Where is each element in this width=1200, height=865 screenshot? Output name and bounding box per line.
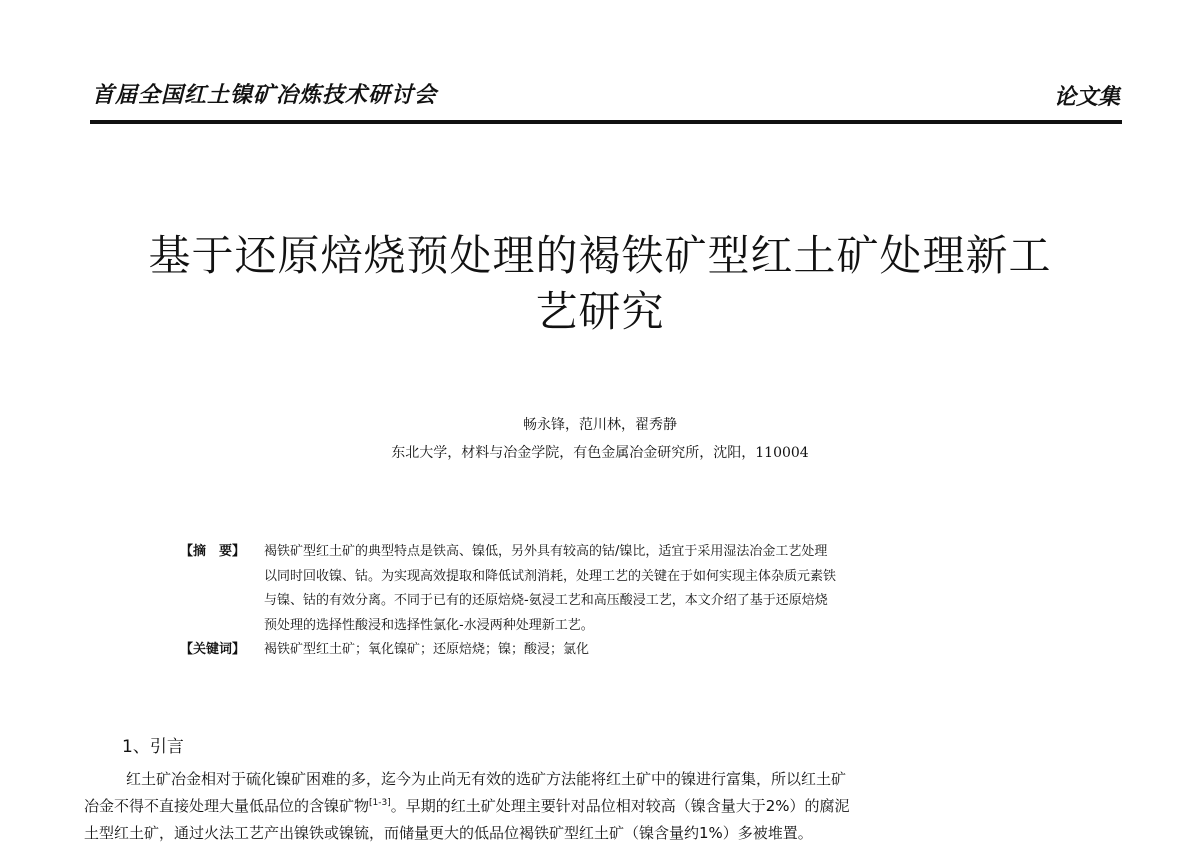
keywords-label: 【关键词】 <box>180 642 246 657</box>
section-heading-introduction: 1、引言 <box>122 737 184 757</box>
collection-label: 论文集 <box>1053 85 1120 110</box>
paper-title-line-1: 基于还原焙烧预处理的褐铁矿型红土矿处理新工 <box>148 231 1052 280</box>
citation-reference: [1-3] <box>369 798 391 808</box>
abstract-first-row <box>180 540 1020 565</box>
body-line <box>84 793 1124 820</box>
abstract-line: 与镍、钴的有效分离。不同于已有的还原焙烧-氨浸工艺和高压酸浸工艺，本文介绍了基于还原焙烧 <box>264 593 828 608</box>
paper-title <box>80 228 1120 340</box>
conference-name: 首届全国红土镍矿冶炼技术研讨会 <box>92 83 438 108</box>
body-line: 土型红土矿，通过火法工艺产出镍铁或镍锍，而储量更大的低品位褐铁矿型红土矿（镍含量约1%）多被堆置。 <box>84 824 813 842</box>
keywords-text: 褐铁矿型红土矿；氧化镍矿；还原焙烧；镍；酸浸；氯化 <box>264 642 590 657</box>
abstract-line: 以同时回收镍、钴。为实现高效提取和降低试剂消耗，处理工艺的关键在于如何实现主体杂质元素铁 <box>264 568 837 584</box>
body-line-text: 冶金不得不直接处理大量低品位的含镍矿物 <box>84 797 370 815</box>
abstract-label: 【摘 要】 <box>180 544 246 559</box>
header-rule <box>90 120 1122 124</box>
introduction-body <box>84 766 1124 847</box>
body-line: 红土矿冶金相对于硫化镍矿困难的多，迄今为止尚无有效的选矿方法能将红土矿中的镍进行富集，所以红土矿 <box>126 770 847 788</box>
abstract-block <box>180 540 1020 663</box>
paper-authors: 畅永锋，范川林，翟秀静 <box>523 417 677 433</box>
body-line-text: 。早期的红土矿处理主要针对品位相对较高（镍含量大于2%）的腐泥 <box>390 797 850 815</box>
abstract-line: 褐铁矿型红土矿的典型特点是铁高、镍低，另外具有较高的钴/镍比，适宜于采用湿法冶金工艺处理 <box>264 544 828 559</box>
abstract-line: 预处理的选择性酸浸和选择性氯化-水浸两种处理新工艺。 <box>264 617 594 633</box>
keywords-row <box>180 638 1020 663</box>
paper-affiliation: 东北大学，材料与冶金学院，有色金属冶金研究所，沈阳，110004 <box>391 445 809 461</box>
paper-title-line-2: 艺研究 <box>535 287 665 336</box>
